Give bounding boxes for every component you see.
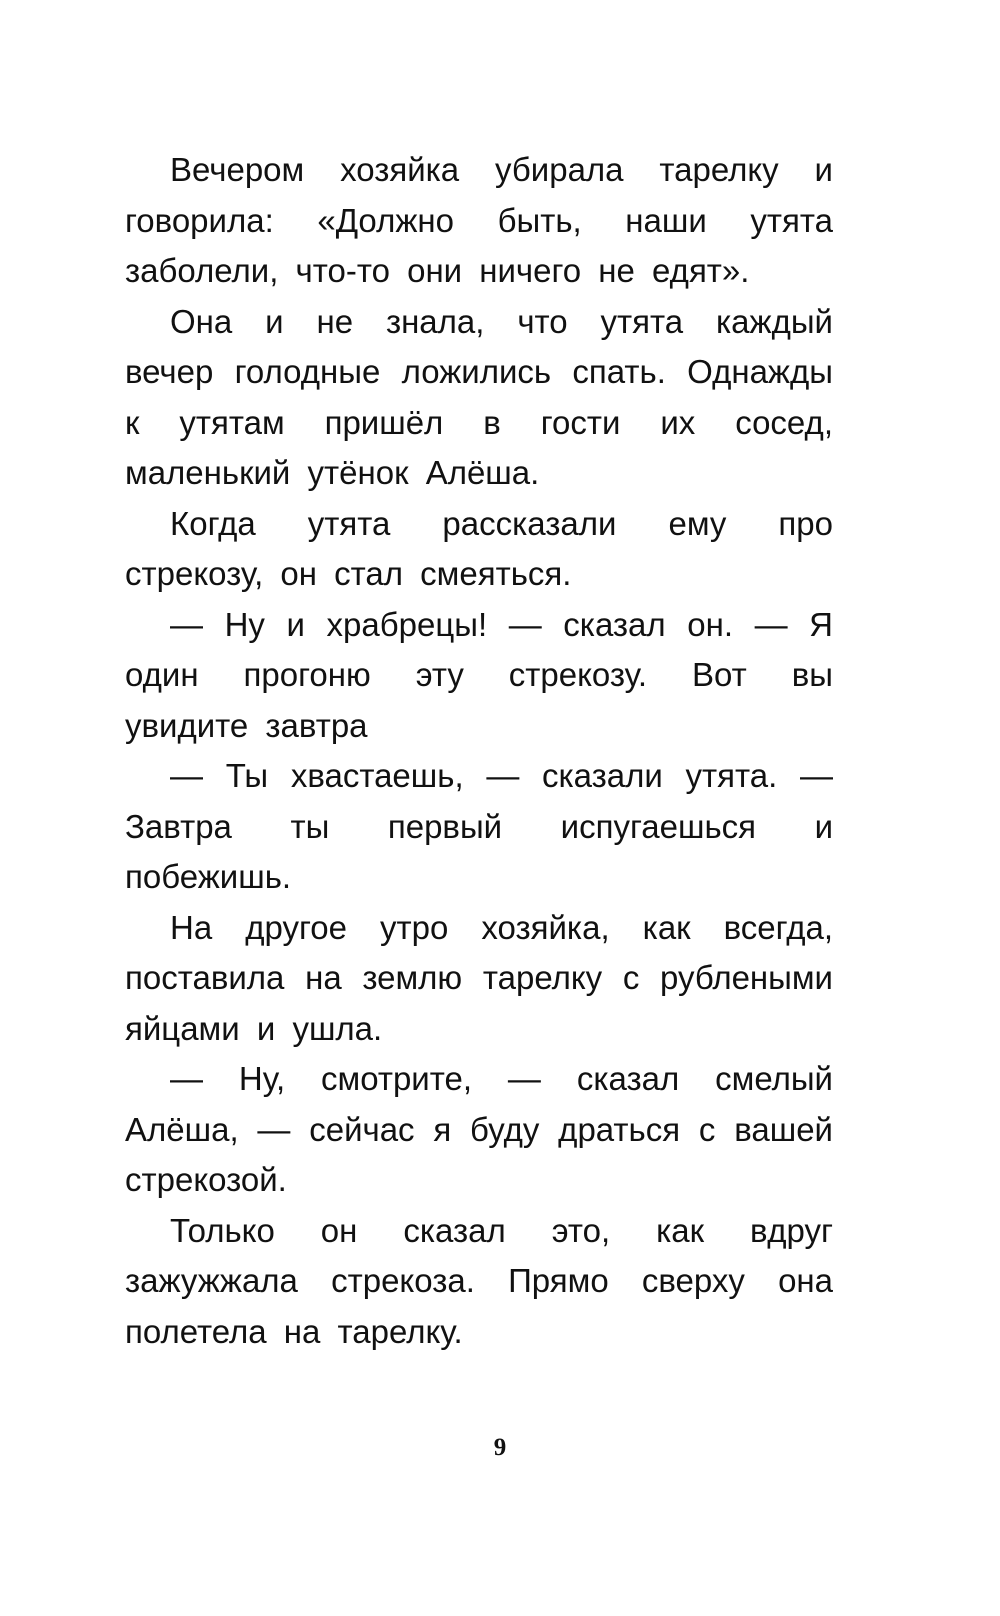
paragraph-4: — Ну и храбрецы! — сказал он. — Я один прогоню эту стрекозу. Вот вы увидите завтра — [125, 605, 833, 744]
paragraph-3: Когда утята рассказали ему про стрекозу, он стал смеяться. — [125, 504, 833, 592]
page-number: 9 — [493, 1434, 507, 1461]
paragraph-1: Вечером хозяйка убирала тарелку и говорила: «Должно быть, наши утята заболели, что-то они ничего не едят». — [125, 151, 833, 289]
paragraph-6: На другое утро хозяйка, как всегда, поставила на землю тарелку с рублеными яйцами и ушла. — [125, 908, 833, 1047]
paragraph-8: Только он сказал это, как вдруг зажужжала стрекоза. Прямо сверху она полетела на тарелку. — [125, 1211, 833, 1350]
paragraph-2: Она и не знала, что утята каждый вечер голодные ложились спать. Однажды к утятам пришёл в гости их сосед, маленький утёнок Алёша. — [125, 302, 833, 491]
paragraph-7: — Ну, смотрите, — сказал смелый Алёша, — сейчас я буду драться с вашей стрекозой. — [125, 1060, 833, 1198]
body-text — [125, 145, 833, 1357]
paragraph-5: — Ты хвастаешь, — сказали утята. — Завтра ты первый испугаешься и побежишь. — [125, 757, 833, 895]
